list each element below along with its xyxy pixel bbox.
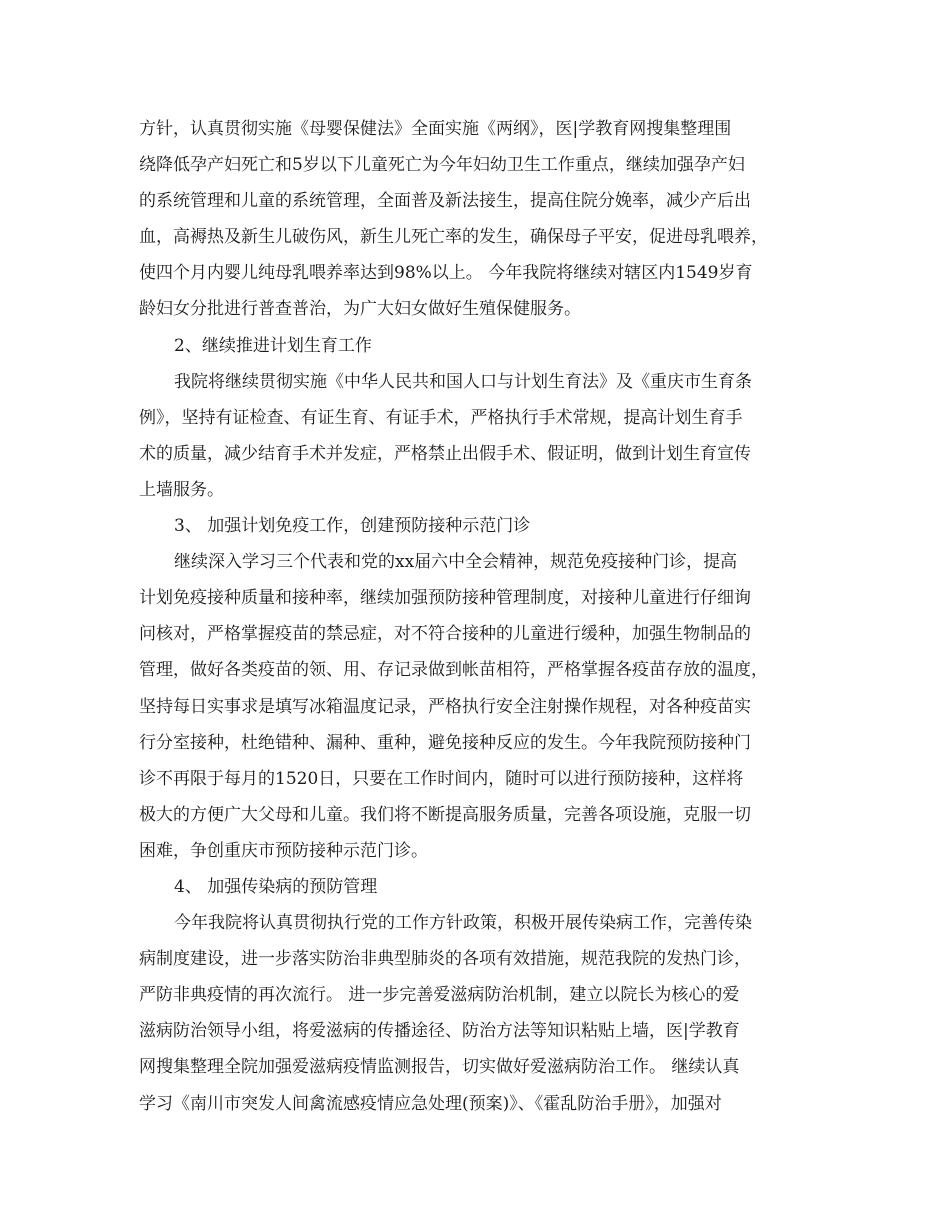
text-line: 滋病防治领导小组，将爱滋病的传播途径、防治方法等知识粘贴上墙，医|学教育 [139,1021,740,1042]
text-line: 使四个月内婴儿纯母乳喂养率达到98%以上。 今年我院将继续对辖区内1549岁育 [139,263,753,284]
text-line: 方针，认真贯彻实施《母婴保健法》全面实施《两纲》，医|学教育网搜集整理围 [139,119,732,139]
text-line: 管理，做好各类疫苗的领、用、存记录做到帐苗相符，严格掌握各疫苗存放的温度， [139,660,768,681]
text-line: 2、继续推进计划生育工作 [174,335,372,356]
text-line: 诊不再限于每月的1520日，只要在工作时间内，随时可以进行预防接种，这样将 [139,768,744,789]
text-line: 我院将继续贯彻实施《中华人民共和国人口与计划生育法》及《重庆市生育条 [174,371,752,392]
text-line: 问核对，严格掌握疫苗的禁忌症，对不符合接种的儿童进行缓种，加强生物制品的 [139,624,751,645]
text-line: 网搜集整理全院加强爱滋病疫情监测报告，切实做好爱滋病防治工作。 继续认真 [139,1057,740,1078]
text-line: 绕降低孕产妇死亡和5岁以下儿童死亡为今年妇幼卫生工作重点，继续加强孕产妇 [139,155,745,176]
text-line: 学习《南川市突发人间禽流感疫情应急处理(预案)》、《霍乱防治手册》，加强对 [139,1093,722,1114]
text-line: 病制度建设，进一步落实防治非典型肺炎的各项有效措施，规范我院的发热门诊， [139,949,751,970]
text-line: 4、 加强传染病的预防管理 [174,876,378,897]
text-line: 今年我院将认真贯彻执行党的工作方针政策，积极开展传染病工作，完善传染 [174,913,752,934]
document-body [139,111,815,1122]
text-line: 3、 加强计划免疫工作，创建预防接种示范门诊 [174,516,531,537]
text-line: 坚持每日实事求是填写冰箱温度记录，严格执行安全注射操作规程，对各种疫苗实 [139,696,751,717]
text-line: 行分室接种，杜绝错种、漏种、重种，避免接种反应的发生。今年我院预防接种门 [139,732,751,753]
text-line: 术的质量，减少结育手术并发症，严格禁止出假手术、假证明，做到计划生育宣传 [139,443,751,464]
text-line: 例》，坚持有证检查、有证生育、有证手术，严格执行手术常规，提高计划生育手 [139,407,743,428]
text-line: 龄妇女分批进行普查普治，为广大妇女做好生殖保健服务。 [139,299,581,320]
text-line: 血，高褥热及新生儿破伤风，新生儿死亡率的发生，确保母子平安，促进母乳喂养， [139,227,768,248]
text-line: 上墙服务。 [139,479,224,500]
text-line: 极大的方便广大父母和儿童。我们将不断提高服务质量，完善各项设施，克服一切 [139,804,751,825]
text-line: 计划免疫接种质量和接种率，继续加强预防接种管理制度，对接种儿童进行仔细询 [139,588,751,609]
text-line: 继续深入学习三个代表和党的xx届六中全会精神，规范免疫接种门诊，提高 [174,552,738,573]
text-line: 严防非典疫情的再次流行。 进一步完善爱滋病防治机制，建立以院长为核心的爱 [139,985,740,1006]
text-line: 的系统管理和儿童的系统管理，全面普及新法接生，提高住院分娩率，减少产后出 [139,191,751,212]
text-line: 困难，争创重庆市预防接种示范门诊。 [139,840,428,861]
